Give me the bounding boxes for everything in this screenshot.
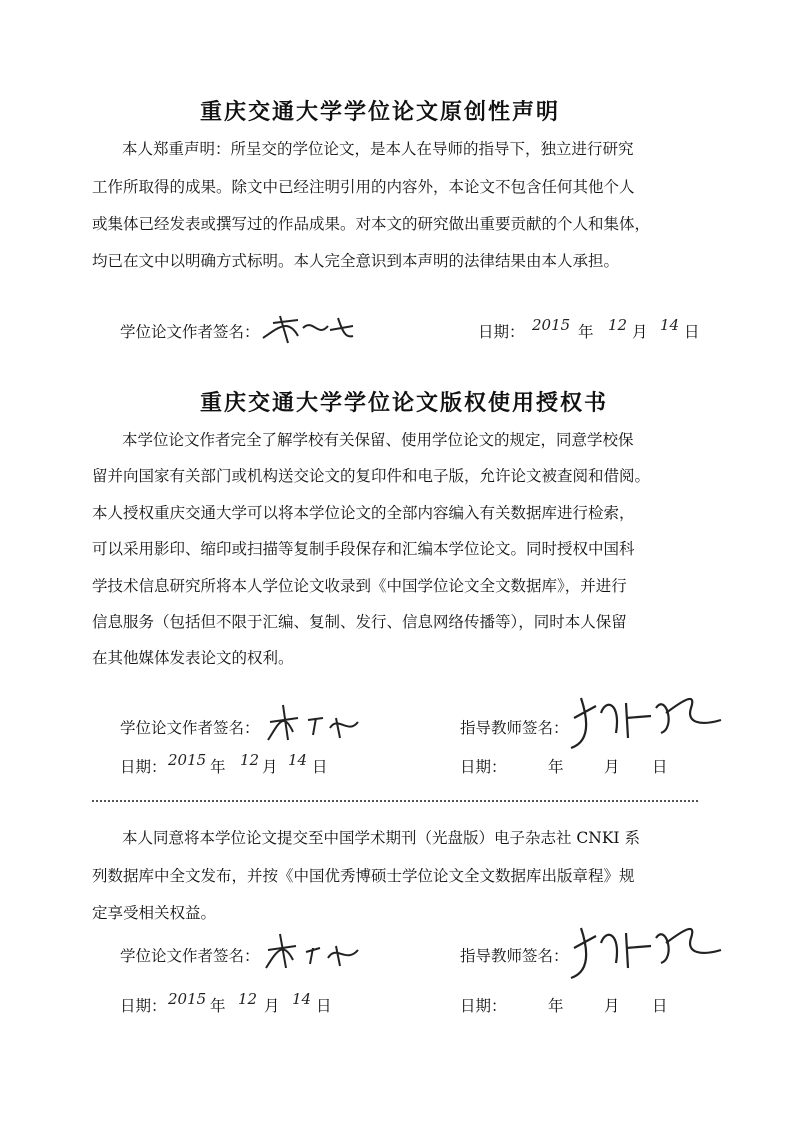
- author-date-day-handwritten: 14: [288, 751, 308, 769]
- author-date-month-unit: 月: [264, 997, 280, 1015]
- advisor-signature-label: 指导教师签名：: [460, 719, 569, 737]
- advisor-date-month-unit: 月: [604, 758, 620, 776]
- author-date-year-handwritten: 2015: [168, 990, 207, 1008]
- date-year-handwritten: 2015: [532, 316, 571, 334]
- date-month-handwritten: 12: [608, 316, 628, 334]
- paragraph-line: 本人同意将本学位论文提交至中国学术期刊（光盘版）电子杂志社 CNKI 系: [122, 829, 640, 847]
- advisor-date-month-unit: 月: [604, 997, 620, 1015]
- paragraph-line: 定享受相关权益。: [92, 904, 217, 922]
- author-handwritten-signature: [258, 308, 358, 350]
- author-date-year-handwritten: 2015: [168, 751, 207, 769]
- author-date-day-unit: 日: [312, 758, 328, 776]
- paragraph-line: 工作所取得的成果。除文中已经注明引用的内容外，本论文不包含任何其他个人: [92, 178, 635, 196]
- advisor-date-label: 日期：: [460, 997, 507, 1015]
- paragraph-line: 本人授权重庆交通大学可以将本学位论文的全部内容编入有关数据库进行检索，: [92, 504, 635, 522]
- paragraph-line: 在其他媒体发表论文的权利。: [92, 649, 294, 667]
- paragraph-line: 留并向国家有关部门或机构送交论文的复印件和电子版，允许论文被查阅和借阅。: [92, 467, 651, 485]
- author-date-year-unit: 年: [210, 997, 226, 1015]
- author-signature-label: 学位论文作者签名：: [120, 719, 260, 737]
- paragraph-line: 信息服务（包括但不限于汇编、复制、发行、信息网络传播等），同时本人保留: [92, 613, 627, 631]
- author-date-month-handwritten: 12: [240, 751, 260, 769]
- section-divider: [92, 800, 698, 802]
- author-signature-label: 学位论文作者签名：: [120, 323, 260, 341]
- date-day-handwritten: 14: [660, 316, 680, 334]
- paragraph-line: 可以采用影印、缩印或扫描等复制手段保存和汇编本学位论文。同时授权中国科: [92, 540, 635, 558]
- paragraph-line: 或集体已经发表或撰写过的作品成果。对本文的研究做出重要贡献的个人和集体，: [92, 215, 651, 233]
- advisor-date-day-unit: 日: [652, 997, 668, 1015]
- author-date-label: 日期：: [120, 758, 167, 776]
- date-month-unit: 月: [632, 323, 648, 341]
- paragraph-line: 列数据库中全文发布，并按《中国优秀博硕士学位论文全文数据库出版章程》规: [92, 867, 635, 885]
- advisor-date-year-unit: 年: [548, 997, 564, 1015]
- advisor-handwritten-signature: [566, 918, 726, 983]
- advisor-signature-label: 指导教师签名：: [460, 947, 569, 965]
- author-date-day-unit: 日: [316, 997, 332, 1015]
- author-date-month-handwritten: 12: [238, 990, 258, 1008]
- originality-statement-title: 重庆交通大学学位论文原创性声明: [200, 100, 561, 125]
- author-date-day-handwritten: 14: [292, 990, 312, 1008]
- author-date-month-unit: 月: [262, 758, 278, 776]
- date-label: 日期：: [478, 323, 525, 341]
- date-year-unit: 年: [578, 323, 594, 341]
- author-signature-label: 学位论文作者签名：: [120, 947, 260, 965]
- paragraph-line: 本学位论文作者完全了解学校有关保留、使用学位论文的规定，同意学校保: [122, 431, 634, 449]
- advisor-date-label: 日期：: [460, 758, 507, 776]
- author-date-year-unit: 年: [210, 758, 226, 776]
- author-handwritten-signature: [258, 700, 368, 748]
- copyright-authorization-title: 重庆交通大学学位论文版权使用授权书: [200, 391, 609, 416]
- paragraph-line: 本人郑重声明：所呈交的学位论文，是本人在导师的指导下，独立进行研究: [122, 140, 634, 158]
- paragraph-line: 均已在文中以明确方式标明。本人完全意识到本声明的法律结果由本人承担。: [92, 252, 620, 270]
- advisor-date-year-unit: 年: [548, 758, 564, 776]
- advisor-date-day-unit: 日: [652, 758, 668, 776]
- paragraph-line: 学技术信息研究所将本人学位论文收录到《中国学位论文全文数据库》，并进行: [92, 577, 627, 595]
- author-handwritten-signature: [258, 930, 368, 975]
- advisor-handwritten-signature: [566, 688, 726, 753]
- author-date-label: 日期：: [120, 997, 167, 1015]
- date-day-unit: 日: [684, 323, 700, 341]
